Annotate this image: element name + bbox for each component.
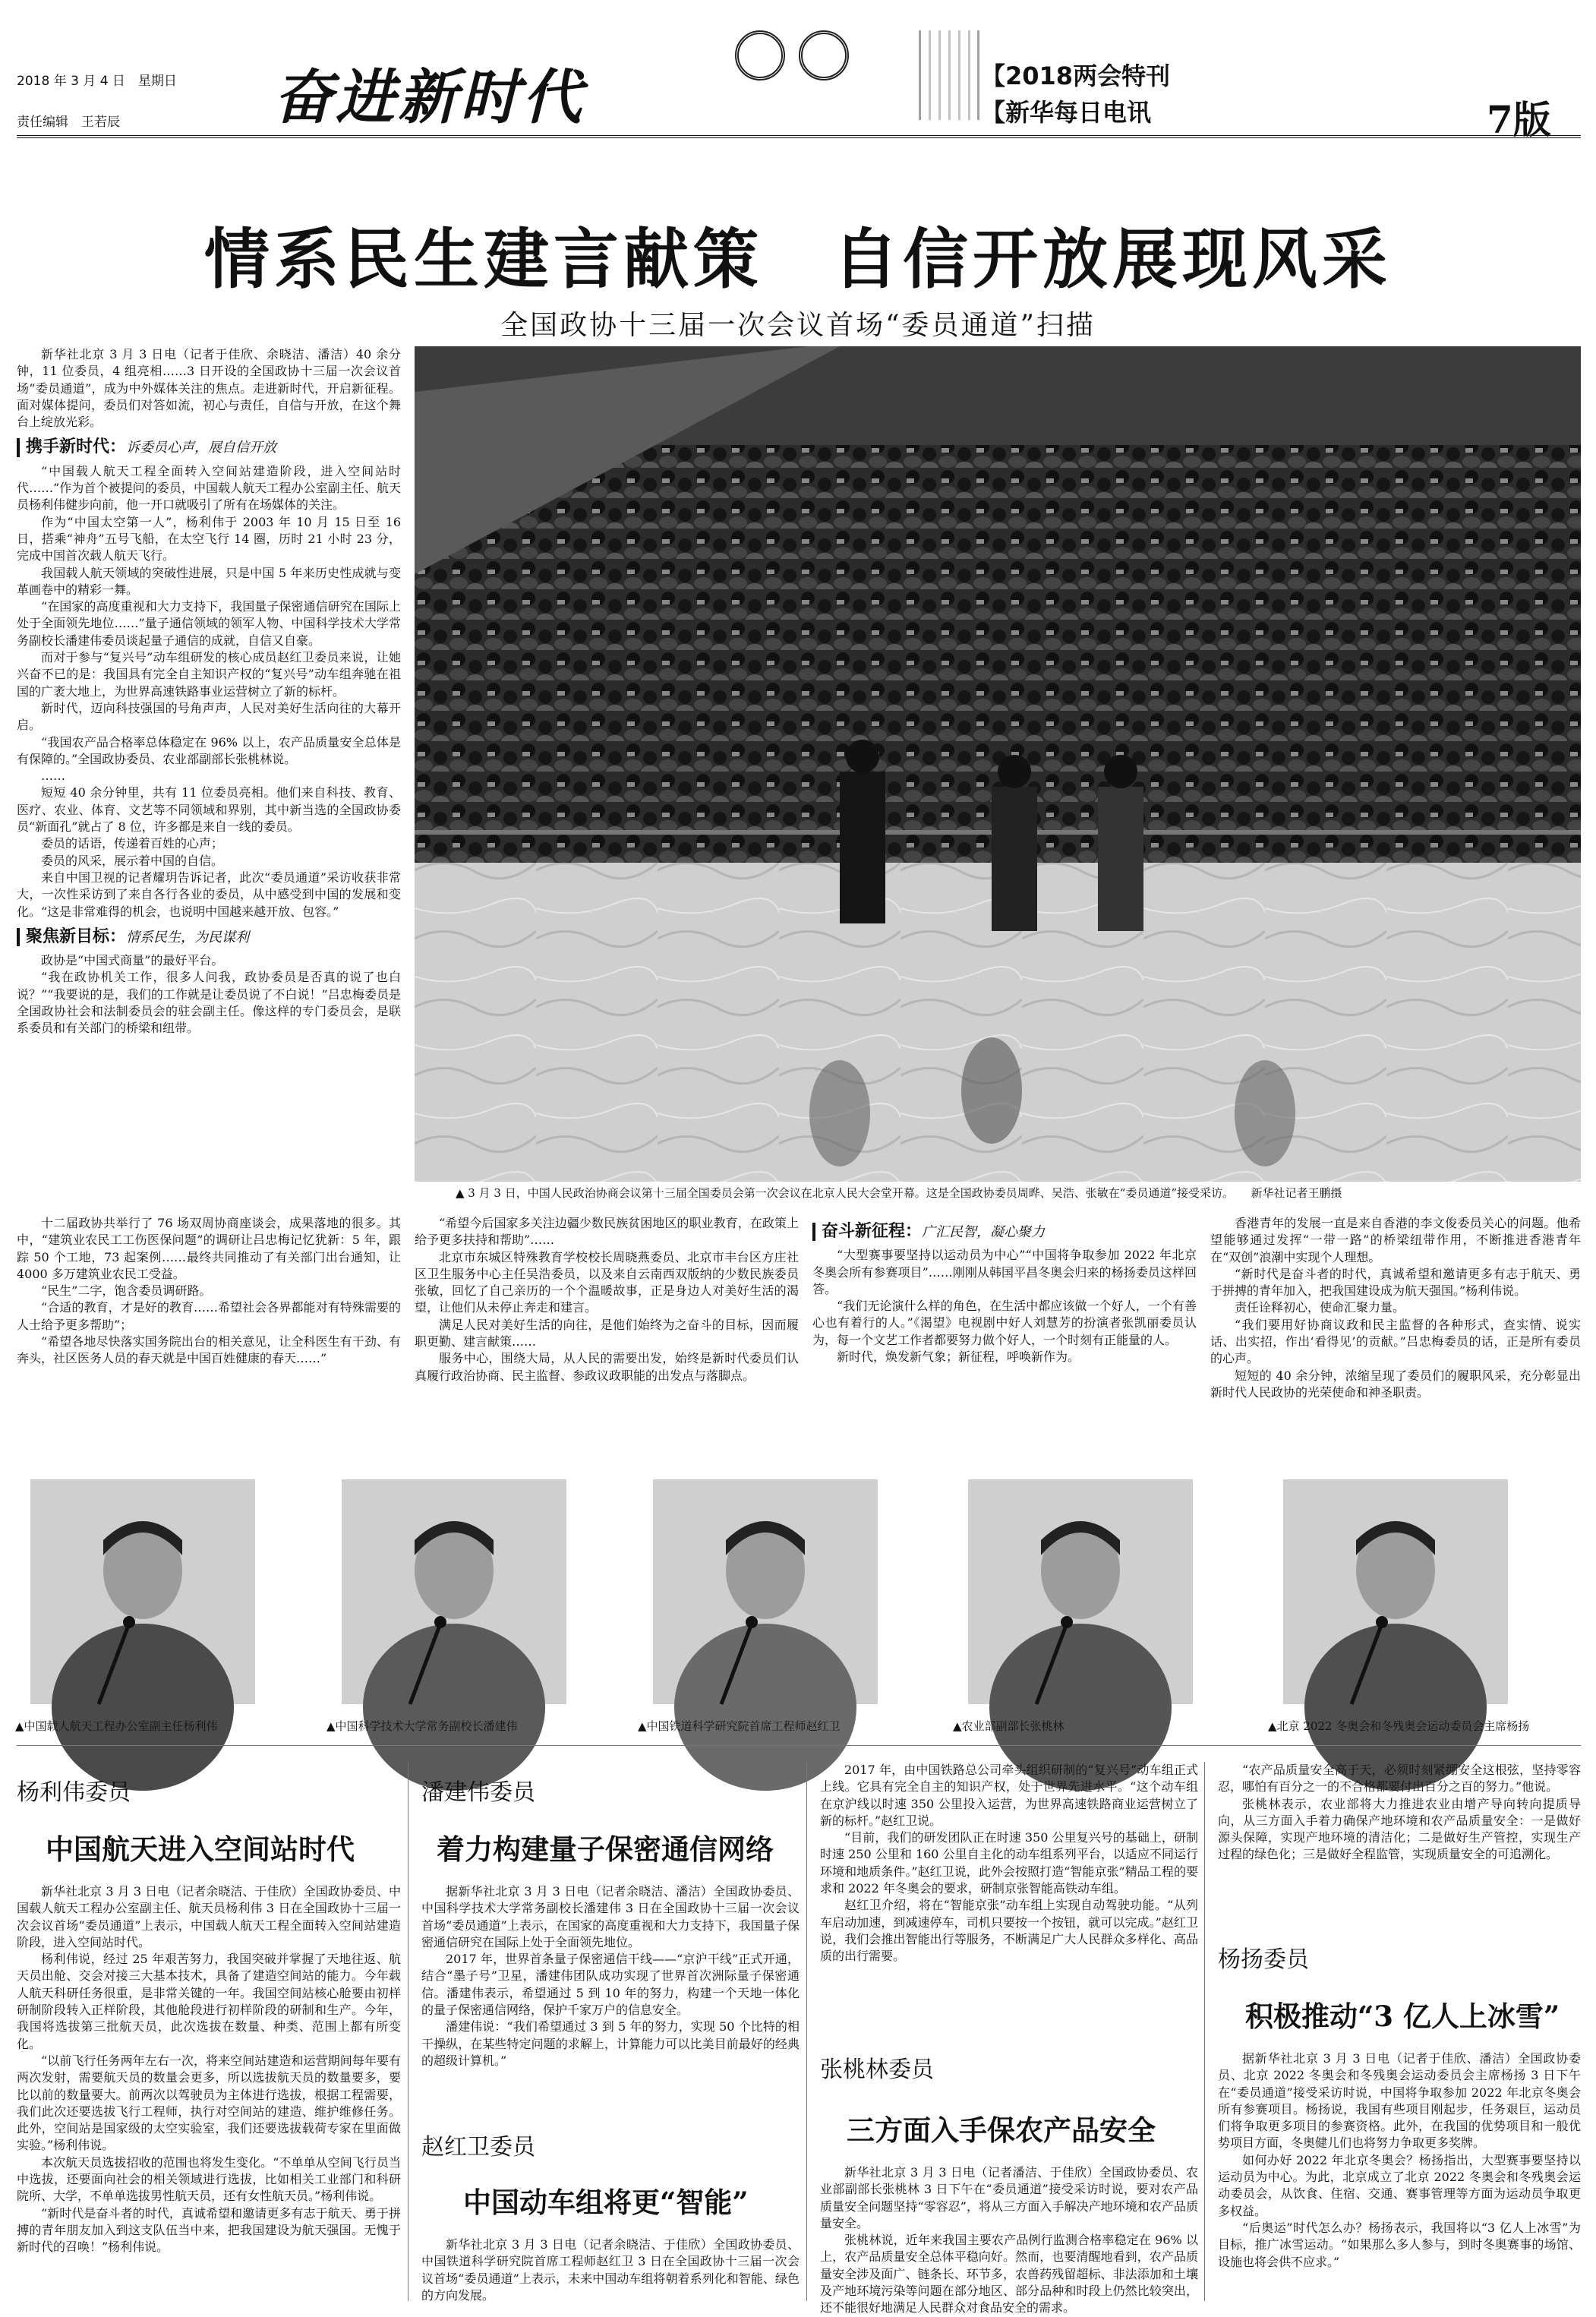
issue-date: 2018 年 3 月 4 日 星期日	[17, 74, 177, 89]
national-emblem-icon	[735, 30, 785, 80]
section-heading-1-tag: 诉委员心声，展自信开放	[126, 440, 277, 456]
paragraph: 短短 40 余分钟里，共有 11 位委员亮相。他们来自科技、教育、医疗、农业、体育、文艺等不同领域和界别，其中新当选的全国政协委员“新面孔”就占了 8 位，许多都是来自一线的委员。	[17, 785, 401, 835]
article-intro: 新华社北京 3 月 3 日电（记者于佳欣、余晓洁、潘洁）40 余分钟，11 位委员，4 组亮相……3 日开设的全国政协十三届一次会议首场“委员通道”，成为中外媒体关注的焦点。走进新时代，开启新征程。面对媒体提问，委员们对答如流，初心与责任，自信与开放，在这个舞台上绽放光彩。	[17, 347, 401, 430]
portrait-caption: ▲中国铁道科学研究院首席工程师赵红卫	[638, 1719, 841, 1733]
portrait-photo	[653, 1479, 878, 1704]
person-silhouette-icon	[968, 1479, 1193, 1704]
paragraph: “农产品质量安全高于天，必须时刻紧绷安全这根弦，坚持零容忍，哪怕有百分之一的不合格都要付出百分之百的努力。”他说。	[1218, 1763, 1581, 1795]
person-headline-pan: 着力构建量子保密通信网络	[437, 1832, 774, 1866]
paragraph: “目前，我们的研发团队正在时速 350 公里复兴号的基础上，研制时速 250 公里和 160 公里自主化的动车组系列平台，以适应不同运行环境和地质条件。”赵红卫说，此外会按照打造“智能京张”精品工程的要求和 2022 年冬奥会的要求，研制京张智能高铁动车组。	[820, 1830, 1198, 1896]
paragraph: 来自中国卫视的记者耀玥告诉记者，此次“委员通道”采访收获非常大，一次性采访到了来自各行各业的委员，从中感受到中国的发展和变化。“这是非常难得的机会，也说明中国越来越开放、包容。”	[17, 870, 401, 919]
paragraph: 作为“中国太空第一人”，杨利伟于 2003 年 10 月 15 日至 16 日，搭乘“神舟”五号飞船，在太空飞行 14 圈，历时 21 小时 23 分，完成中国首次载人航天飞行。	[17, 514, 401, 563]
portrait-caption: ▲农业部副部长张桃林	[953, 1719, 1065, 1733]
paragraph: “我在政协机关工作，很多人问我，政协委员是否真的说了也白说？”“我要说的是，我们的工作就是让委员说了不白说！”吕忠梅委员是全国政协社会和法制委员会的驻会副主任。像这样的专门委员会，是联系委员和有关部门的桥梁和纽带。	[17, 970, 401, 1036]
paragraph: 赵红卫介绍，将在“智能京张”动车组上实现自动驾驶功能。“从列车启动加速，到减速停车，司机只要按一个按钮，就可以完成。”赵红卫说，我们会推出智能出行等服务，不断满足广大人民群众多样化、高品质的出行需要。	[820, 1898, 1198, 1964]
paragraph: “新时代是奋斗者的时代，真诚希望和邀请更多有志于航天、勇于拼搏的青年加入，把我国建设成为航天强国。”杨利伟说。	[1210, 1266, 1581, 1299]
paragraph: 而对于参与“复兴号”动车组研发的核心成员赵红卫委员来说，让她兴奋不已的是：我国具有完全自主知识产权的“复兴号”动车组奔驰在祖国的广袤大地上，为世界高速铁路事业运营树立了新的标杆。	[17, 650, 401, 699]
paragraph: ……	[41, 769, 65, 784]
paragraph: “以前飞行任务两年左右一次，将来空间站建造和运营期间每年要有两次发射，需要航天员的数量会更多，所以选拔航天员的数量要多，要比以前的数量要大。前两次以驾驶员为主体进行选拔，根据工程需要，我们此次还要选拔飞行工程师，执行对空间站的建造、维护维修任务。此外，空间站是国家级的太空实验室，我们还要选拔载荷专家在里面做实验。”杨利伟说。	[17, 2053, 401, 2153]
paragraph: 潘建伟说：“我们希望通过 3 到 5 年的努力，实现 50 个比特的相干操纵，在某些特定问题的求解上，计算能力可以比美目前最好的经典的超级计算机。”	[421, 2019, 800, 2068]
article-col-2	[415, 1215, 799, 1473]
person-headline-yang: 中国航天进入空间站时代	[46, 1832, 355, 1866]
cppcc-emblem-icon	[799, 30, 849, 80]
masthead-rule	[17, 135, 1581, 138]
section-1-body	[17, 463, 401, 920]
paragraph: 我国载人航天领域的突破性进展，只是中国 5 年来历史性成就与变革画卷中的精彩一舞。	[17, 565, 401, 597]
paragraph: “民生”二字，饱含委员调研路。	[41, 1283, 212, 1299]
main-news-photo	[415, 346, 1581, 1182]
portrait-photo	[1283, 1479, 1508, 1704]
special-issue-line-2: 【新华每日电讯	[981, 98, 1152, 127]
person-body-yang	[17, 1883, 401, 2301]
paragraph: “希望今后国家多关注边疆少数民族贫困地区的职业教育，在政策上给予更多扶持和帮助”……	[415, 1216, 799, 1248]
paragraph: “中国载人航天工程全面转入空间站建造阶段，进入空间站时代……”作为首个被提问的委员，中国载人航天工程办公室副主任、航天员杨利伟健步向前，他一开口就吸引了所有在场媒体的关注。	[17, 463, 401, 513]
section-heading-3-title: 奋斗新征程：	[822, 1221, 923, 1241]
person-name-yang: 杨利伟委员	[17, 1779, 131, 1806]
paragraph: 2017 年，世界首条量子保密通信干线——“京沪干线”正式开通，结合“墨子号”卫星，潘建伟团队成功实现了世界首次洲际量子保密通信。潘建伟表示，希望通过 5 到 10 年的努力，构建一个天地一体化的量子保密通信网络，保护千家万户的信息安全。	[421, 1952, 800, 2018]
special-issue-line-1: 【2018两会特刊	[981, 62, 1171, 90]
portrait-caption: ▲北京 2022 冬奥会和冬残奥会运动委员会主席杨扬	[1268, 1719, 1530, 1733]
section-heading-2	[17, 928, 401, 946]
section-2-body-start	[17, 952, 401, 1037]
paragraph: 满足人民对美好生活的向往，是他们始终为之奋斗的目标，因而履职更勤、建言献策……	[415, 1317, 799, 1349]
paragraph: “合适的教育，才是好的教育……希望社会各界都能对有特殊需要的人士给予更多帮助”；	[17, 1300, 401, 1332]
paragraph: 香港青年的发展一直是来自香港的李文俊委员关心的问题。他希望能够通过发挥“一带一路”的桥梁纽带作用，不断推进香港青年在“双创”浪潮中实现个人理想。	[1210, 1216, 1581, 1264]
paragraph: 新时代，迈向科技强国的号角声声，人民对美好生活向往的大幕开启。	[17, 700, 401, 733]
section-heading-1-title: 携手新时代：	[26, 437, 127, 457]
paragraph: 责任诠释初心，使命汇聚力量。	[1235, 1300, 1405, 1315]
great-hall-illustration	[919, 30, 979, 120]
person-name-yangyang: 杨扬委员	[1218, 1946, 1309, 1973]
responsible-editor: 责任编辑 王若辰	[17, 115, 120, 130]
paragraph: 十二届政协共举行了 76 场双周协商座谈会，成果落地的很多。其中，“建筑业农民工工伤医保问题”的调研让吕忠梅记忆犹新：5 年，跟踪 50 个工地，73 起案例……最终共同推动了有关部门出台通知，让 4000 多万建筑业农民工受益。	[17, 1216, 401, 1281]
person-name-pan: 潘建伟委员	[421, 1779, 535, 1806]
press-crowd-photo-illustration	[415, 346, 1581, 1182]
special-issue-label	[981, 58, 1170, 131]
section-heading-3-tag: 广汇民智，凝心聚力	[922, 1224, 1046, 1240]
paragraph: 委员的话语，传递着百姓的心声；	[41, 836, 224, 851]
person-body-zhao-cont	[820, 1762, 1198, 2043]
paragraph: “在国家的高度重视和大力支持下，我国量子保密通信研究在国际上处于全面领先地位……”量子通信领域的领军人物、中国科学技术大学常务副校长潘建伟委员谈起量子通信的成就，自信又自豪。	[17, 599, 401, 648]
paragraph: “新时代是奋斗者的时代，真诚希望和邀请更多有志于航天、勇于拼搏的青年朋友加入到这支队伍当中来，把我国建设为航天强国。无愧于新时代的召唤！”杨利伟说。	[17, 2205, 401, 2255]
paragraph: 新华社北京 3 月 3 日电（记者余晓洁、于佳欣）全国政协委员、中国载人航天工程办公室副主任、航天员杨利伟 3 日在全国政协十三届一次会议首场“委员通道”上表示，中国载人航天工程全面转入空间站建造阶段，进入空间站时代。	[17, 1884, 401, 1949]
column-divider	[806, 1762, 807, 2301]
paragraph: 据新华社北京 3 月 3 日电（记者于佳欣、潘洁）全国政协委员、北京 2022 冬奥会和冬残奥会运动委员会主席杨扬 3 日下午在“委员通道”接受采访时说，中国将争取参加 2022 年北京冬奥会所有参赛项目。杨扬说，我国有些项目刚起步，任务艰巨，运动员们将争取更多项目的参赛资格。此外，在我国的优势项目和一般优势项目方面，冬奥健儿们也将努力争取更多奖牌。	[1218, 2051, 1581, 2151]
person-name-zhang: 张桃林委员	[820, 2057, 934, 2083]
paragraph: 政协是“中国式商量”的最好平台。	[41, 953, 224, 968]
paragraph: 如何办好 2022 年北京冬奥会？杨扬指出，大型赛事要坚持以运动员为中心。为此，北京成立了北京 2022 冬奥会和冬残奥会运动委员会，从饮食、住宿、交通、赛事管理等方面为运动员争取更多权益。	[1218, 2152, 1581, 2218]
person-body-zhao-start	[421, 2237, 800, 2301]
paragraph: 本次航天员选拔招收的范围也将发生变化。“不单单从空间飞行员当中选拔，还要面向社会的相关领域进行选拔，比如相关工业部门和科研院所、大学，不单单选拔男性航天员，还有女性航天员。”杨利伟说。	[17, 2154, 401, 2204]
paragraph: 2017 年，由中国铁路总公司牵头组织研制的“复兴号”动车组正式上线。它具有完全自主的知识产权，处于世界先进水平。“这个动车组在京沪线以时速 350 公里投入运营，为世界高速铁路商业运营树立了新的标杆。”赵红卫说。	[820, 1763, 1198, 1828]
paragraph: 新时代，焕发新气象；新征程，呼唤新作为。	[837, 1349, 1080, 1365]
person-name-zhao: 赵红卫委员	[421, 2134, 535, 2161]
person-silhouette-icon	[653, 1479, 878, 1704]
paragraph: “我国农产品合格率总体稳定在 96% 以上，农产品质量安全总体是有保障的。”全国政协委员、农业部副部长张桃林说。	[17, 734, 401, 766]
main-photo-caption: ▲ 3 月 3 日，中国人民政治协商会议第十三届全国委员会第一次会议在北京人民大会堂开幕。这是全国政协委员周晔、吴浩、张敏在“委员通道”接受采访。 新华社记者王鹏摄	[456, 1186, 1342, 1200]
person-headline-zhao: 中国动车组将更“智能”	[463, 2186, 749, 2219]
article-col-3	[812, 1215, 1197, 1473]
portrait-photo	[968, 1479, 1193, 1704]
paragraph: 委员的风采，展示着中国的自信。	[41, 853, 224, 868]
section-heading-1	[17, 438, 401, 456]
page-number: 7版	[1487, 97, 1551, 142]
person-body-zhang	[820, 2164, 1198, 2315]
portrait-photo	[30, 1479, 255, 1704]
person-silhouette-icon	[1283, 1479, 1508, 1704]
paragraph: 新华社北京 3 月 3 日电（记者余晓洁、于佳欣）全国政协委员、中国铁道科学研究院首席工程师赵红卫 3 日在全国政协十三届一次会议首场“委员通道”上表示，未来中国动车组将朝着系列化和智能、绿色的方向发展。	[421, 2237, 800, 2303]
portrait-caption: ▲中国科学技术大学常务副校长潘建伟	[326, 1719, 518, 1733]
article-col-4	[1210, 1215, 1581, 1473]
paragraph: “我们要用好协商议政和民主监督的各种形式，查实情、说实话、出实招，作出‘看得见’的贡献。”吕忠梅委员的话，正是所有委员的心声。	[1210, 1317, 1581, 1366]
paragraph: “我们无论演什么样的角色，在生活中都应该做一个好人，一个有善心也有着行的人。”《渴望》电视剧中好人刘慧芳的扮演者张凯丽委员认为，每一个文艺工作者都要努力做个好人，一个时刻有正能量的人。	[812, 1299, 1197, 1347]
section-calligraphy-title: 奋进新时代	[273, 63, 585, 132]
paragraph: “后奥运”时代怎么办？杨扬表示，我国将以“3 亿人上冰雪”为目标，推广冰雪运动。“如果那么多人参与，到时冬奥赛事的场馆、设施也将会供不应求。”	[1218, 2220, 1581, 2269]
paragraph: “大型赛事要坚持以运动员为中心”“中国将争取参加 2022 年北京冬奥会所有参赛项目”……刚刚从韩国平昌冬奥会归来的杨扬委员这样回答。	[812, 1248, 1197, 1296]
sub-headline: 全国政协十三届一次会议首场“委员通道”扫描	[500, 310, 1096, 341]
column-divider	[1204, 1762, 1205, 2301]
article-left-column	[17, 346, 401, 1207]
paragraph: 据新华社北京 3 月 3 日电（记者余晓洁、潘洁）全国政协委员、中国科学技术大学常务副校长潘建伟 3 日在全国政协十三届一次会议首场“委员通道”上表示，在国家的高度重视和大力支持下，我国量子保密通信研究在国际上处于全面领先地位。	[421, 1884, 800, 1949]
section-heading-2-title: 聚焦新目标：	[26, 926, 127, 946]
person-silhouette-icon	[342, 1479, 566, 1704]
paragraph: 短短的 40 余分钟，浓缩呈现了委员们的履职风采，充分彰显出新时代人民政协的光荣使命和神圣职责。	[1210, 1368, 1581, 1400]
paragraph: 服务中心，围绕大局，从人民的需要出发，始终是新时代委员们认真履行政治协商、民主监督、参政议政职能的出发点与落脚点。	[415, 1351, 799, 1383]
person-headline-yangyang: 积极推动“3 亿人上冰雪”	[1245, 2000, 1560, 2033]
person-body-pan	[421, 1883, 800, 2119]
paragraph: 杨利伟说，经过 25 年艰苦努力，我国突破并掌握了天地往返、航天员出舱、交会对接三大基本技术，具备了建造空间站的能力。今年载人航天科研任务很重，是非常关键的一年。我国空间站核心舱要由初样研制阶段转入正样阶段，其他舱段进行初样阶段的研制和生产。今年，我国将选拔第三批航天员，此次选拔在数量、种类、范围上都有所变化。	[17, 1952, 401, 2051]
person-silhouette-icon	[30, 1479, 255, 1704]
paragraph: 张桃林表示，农业部将大力推进农业由增产导向转向提质导向，从三方面入手着力确保产地环境和农产品质量安全：一是做好源头保障，实现产地环境的清洁化；二是做好生产管控，实现生产过程的绿色化；三是做好全程监管，实现质量安全的可追溯化。	[1218, 1796, 1581, 1862]
paragraph: 新华社北京 3 月 3 日电（记者潘洁、于佳欣）全国政协委员、农业部副部长张桃林 3 日下午在“委员通道”接受采访时说，要对农产品质量安全问题坚持“零容忍”，将从三方面入手解决产地环境和农产品质量安全。	[820, 2165, 1198, 2230]
person-body-zhang-cont	[1218, 1762, 1581, 1929]
portrait-photo	[342, 1479, 566, 1704]
main-headline: 情系民生建言献策 自信开放展现风采	[204, 222, 1392, 298]
paragraph: 张桃林说，近年来我国主要农产品例行监测合格率稳定在 96% 以上，农产品质量安全总体平稳向好。然而，也要清醒地看到，农产品质量安全涉及面广、链条长、环节多，农兽药残留超标、非法添加和土壤及产地环境污染等问题在部分地区、部分品种和时段上仍然比较突出，还不能很好地满足人民群众对食品安全的需求。	[820, 2233, 1198, 2315]
section-heading-2-tag: 情系民生，为民谋利	[126, 929, 250, 945]
article-col-1-cont	[17, 1215, 401, 1473]
person-headline-zhang: 三方面入手保农产品安全	[847, 2113, 1156, 2147]
paragraph: “希望各地尽快落实国务院出台的相关意见，让全科医生有干劲、有奔头，社区医务人员的春天就是中国百姓健康的春天……”	[17, 1334, 401, 1366]
section-heading-3	[812, 1223, 1197, 1241]
portrait-caption: ▲中国载人航天工程办公室副主任杨利伟	[15, 1719, 218, 1733]
paragraph: 北京市东城区特殊教育学校校长周晓燕委员、北京市丰台区方庄社区卫生服务中心主任吴浩委员，以及来自云南西双版纳的少数民族委员张敏，回忆了自己亲历的一个个温暖故事，正是身边人对美好生活的渴望，让他们从未停止奔走和建言。	[415, 1249, 799, 1315]
section-divider	[17, 1745, 1581, 1746]
person-body-yangyang	[1218, 2050, 1581, 2301]
